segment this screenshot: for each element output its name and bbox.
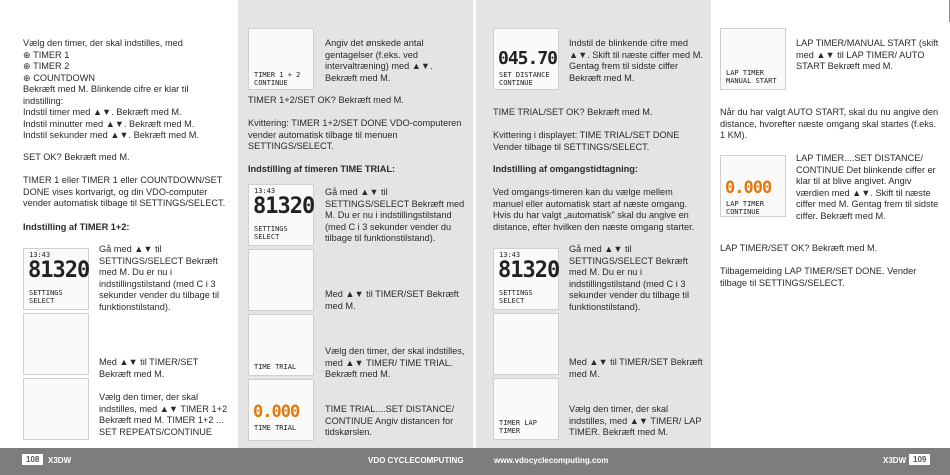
display-time-trial	[248, 314, 314, 376]
display-settings-select	[23, 248, 89, 310]
footer-bar	[0, 448, 950, 475]
page-number-right: 109	[909, 454, 930, 465]
display-label: SETTINGS SELECT	[29, 289, 63, 305]
lap-timer-ok-text: LAP TIMER/SET OK? Bekræft med M.	[720, 243, 878, 253]
display-label: TIME TRIAL	[254, 363, 297, 371]
display-digits: 045.70	[498, 48, 558, 69]
display-clock: 13:43	[499, 251, 521, 259]
display-digits: 0.000	[253, 402, 300, 422]
text-line: Vælg den timer, der skal indstilles, med	[23, 38, 183, 48]
company-name: VDO CYCLECOMPUTING	[368, 456, 464, 465]
display-digits: 81320	[498, 258, 560, 283]
display-blank	[493, 313, 559, 375]
display-settings-select	[493, 248, 559, 310]
section-heading: Indstilling af TIMER 1+2:	[23, 222, 130, 232]
timer12-done-paragraph: Kvittering: TIMER 1+2/SET DONE VDO-computeren vender automatisk tilbage til menuen SETTINGS/SELECT.	[248, 118, 462, 151]
timer-select-instructions	[23, 38, 228, 142]
step-settings: Gå med ▲▼ til SETTINGS/SELECT Bekræft med M. Du er nu i indstillingstilstand (med C i 3 sekunder vender du tilbage til funktionstilstand).	[569, 244, 690, 312]
step-lap-distance: LAP TIMER....SET DISTANCE/ CONTINUE Det blinkende ciffer er klar til at blive angivet. Angiv værdien med ▲▼. Skift til næste ciffer med M. Gentag frem til sidste ciffer. Bekræft med M.	[796, 153, 939, 221]
text-line: ⊕ TIMER 2	[23, 61, 70, 71]
step-set-distance: TIME TRIAL....SET DISTANCE/ CONTINUE Angiv distancen for tidskørslen.	[325, 404, 455, 437]
step-settings: Gå med ▲▼ til SETTINGS/SELECT Bekræft med M. Du er nu i indstillingstilstand (med C i 3 sekunder vender du tilbage til funktionstilstand).	[325, 187, 465, 243]
display-set-distance	[493, 28, 559, 90]
text-line: Indstil timer med ▲▼. Bekræft med M.	[23, 107, 182, 117]
display-label: SETTINGS SELECT	[499, 289, 533, 305]
step-settings: Gå med ▲▼ til SETTINGS/SELECT Bekræft med M. Du er nu i indstillingstilstand (med C i 3 sekunder vender du tilbage til funktionstilstand).	[99, 244, 220, 312]
step-blinking-digits: Indstil de blinkende cifre med ▲▼. Skift til næste ciffer med M. Gentag frem til sidste ciffer Bekræft med M.	[569, 38, 703, 83]
display-label: SET DISTANCE CONTINUE	[499, 71, 550, 87]
page-column-3	[476, 0, 711, 448]
step-timer-set: Med ▲▼ til TIMER/SET Bekræft med M.	[99, 357, 199, 379]
step-timer-set: Med ▲▼ til TIMER/SET Bekræft med M.	[569, 357, 703, 379]
display-clock: 13:43	[29, 251, 51, 259]
step-select-timer: Vælg den timer, der skal indstilles, med ▲▼ TIMER 1+2 Bekræft med M. TIMER 1+2 ... SET REPEATS/CONTINUE	[99, 392, 228, 437]
display-label: TIMER 1 + 2 CONTINUE	[254, 71, 301, 87]
display-label: TIMER LAP TIMER	[499, 419, 537, 435]
page-column-1	[0, 0, 235, 448]
display-label: LAP TIMER CONTINUE	[726, 200, 764, 216]
timer12-ok-text: TIMER 1+2/SET OK? Bekræft med M.	[248, 95, 404, 105]
timer-done-paragraph: TIMER 1 eller TIMER 1 eller COUNTDOWN/SET DONE vises kortvarigt, og din VDO-computer vender automatisk tilbage til SETTINGS/SELECT.	[23, 175, 226, 208]
display-blank	[248, 249, 314, 311]
step-select-lap-timer: Vælg den timer, der skal indstilles, med ▲▼ TIMER/ LAP TIMER. Bekræft med M.	[569, 404, 702, 437]
display-digits: 0.000	[725, 178, 772, 198]
section-heading: Indstilling af omgangstidtagning:	[493, 164, 638, 174]
display-label: TIME TRIAL	[254, 424, 297, 432]
display-lap-distance	[720, 155, 786, 217]
section-heading: Indstilling af timeren TIME TRIAL:	[248, 164, 395, 174]
time-trial-ok-text: TIME TRIAL/SET OK? Bekræft med M.	[493, 107, 653, 117]
display-digits: 81320	[28, 258, 90, 283]
display-lap-timer-manual	[720, 28, 786, 90]
step-repeats: Angiv det ønskede antal gentagelser (f.eks. ved intervaltræning) med ▲▼. Bekræft med M.	[325, 38, 433, 83]
display-digits: 81320	[253, 194, 315, 219]
text-line: Bekræft med M. Blinkende cifre er klar til	[23, 84, 189, 94]
text-line: ⊕ COUNTDOWN	[23, 72, 96, 83]
page-number-left: 108	[22, 454, 43, 465]
step-select-time-trial: Vælg den timer, der skal indstilles, med ▲▼ TIMER/ TIME TRIAL. Bekræft med M.	[325, 346, 465, 379]
model-name-right: X3DW	[883, 456, 907, 465]
page-column-4	[714, 0, 949, 448]
text-line: Indstil sekunder med ▲▼. Bekræft med M.	[23, 130, 199, 140]
website-link[interactable]: www.vdocyclecomputing.com	[494, 456, 609, 465]
display-clock: 13:43	[254, 187, 276, 195]
auto-start-paragraph: Når du har valgt AUTO START, skal du nu angive den distance, hvorefter næste omgang skal startes (f.eks. 1 KM).	[720, 107, 939, 140]
text-line: indstilling:	[23, 95, 64, 106]
display-label: SETTINGS SELECT	[254, 225, 288, 241]
lap-timer-intro: Ved omgangs-timeren kan du vælge mellem manuel eller automatisk start af næste omgang. Hvis du har valgt „automatisk" skal du angive en distance, efter hvilken den næste omgang starter.	[493, 187, 695, 232]
set-ok-text: SET OK? Bekræft med M.	[23, 152, 130, 162]
display-time-trial-distance	[248, 379, 314, 441]
text-line: ⊕ TIMER 1	[23, 49, 70, 60]
page-column-2	[238, 0, 473, 448]
model-name-left: X3DW	[48, 456, 72, 465]
display-settings-select	[248, 184, 314, 246]
display-timer12	[248, 28, 314, 90]
step-lap-start-mode: LAP TIMER/MANUAL START (skift med ▲▼ til LAP TIMER/ AUTO START Bekræft med M.	[796, 38, 939, 71]
display-blank	[23, 313, 89, 375]
text-line: Indstil minutter med ▲▼. Bekræft med M.	[23, 118, 195, 129]
display-lap-timer	[493, 378, 559, 440]
display-timer-select	[23, 378, 89, 440]
step-timer-set: Med ▲▼ til TIMER/SET Bekræft med M.	[325, 289, 459, 311]
time-trial-done-paragraph: Kvittering i displayet: TIME TRIAL/SET DONE Vender tilbage til SETTINGS/SELECT.	[493, 130, 680, 152]
lap-timer-done-paragraph: Tilbagemelding LAP TIMER/SET DONE. Vender tilbage til SETTINGS/SELECT.	[720, 266, 917, 288]
display-label: LAP TIMER MANUAL START	[726, 69, 777, 85]
